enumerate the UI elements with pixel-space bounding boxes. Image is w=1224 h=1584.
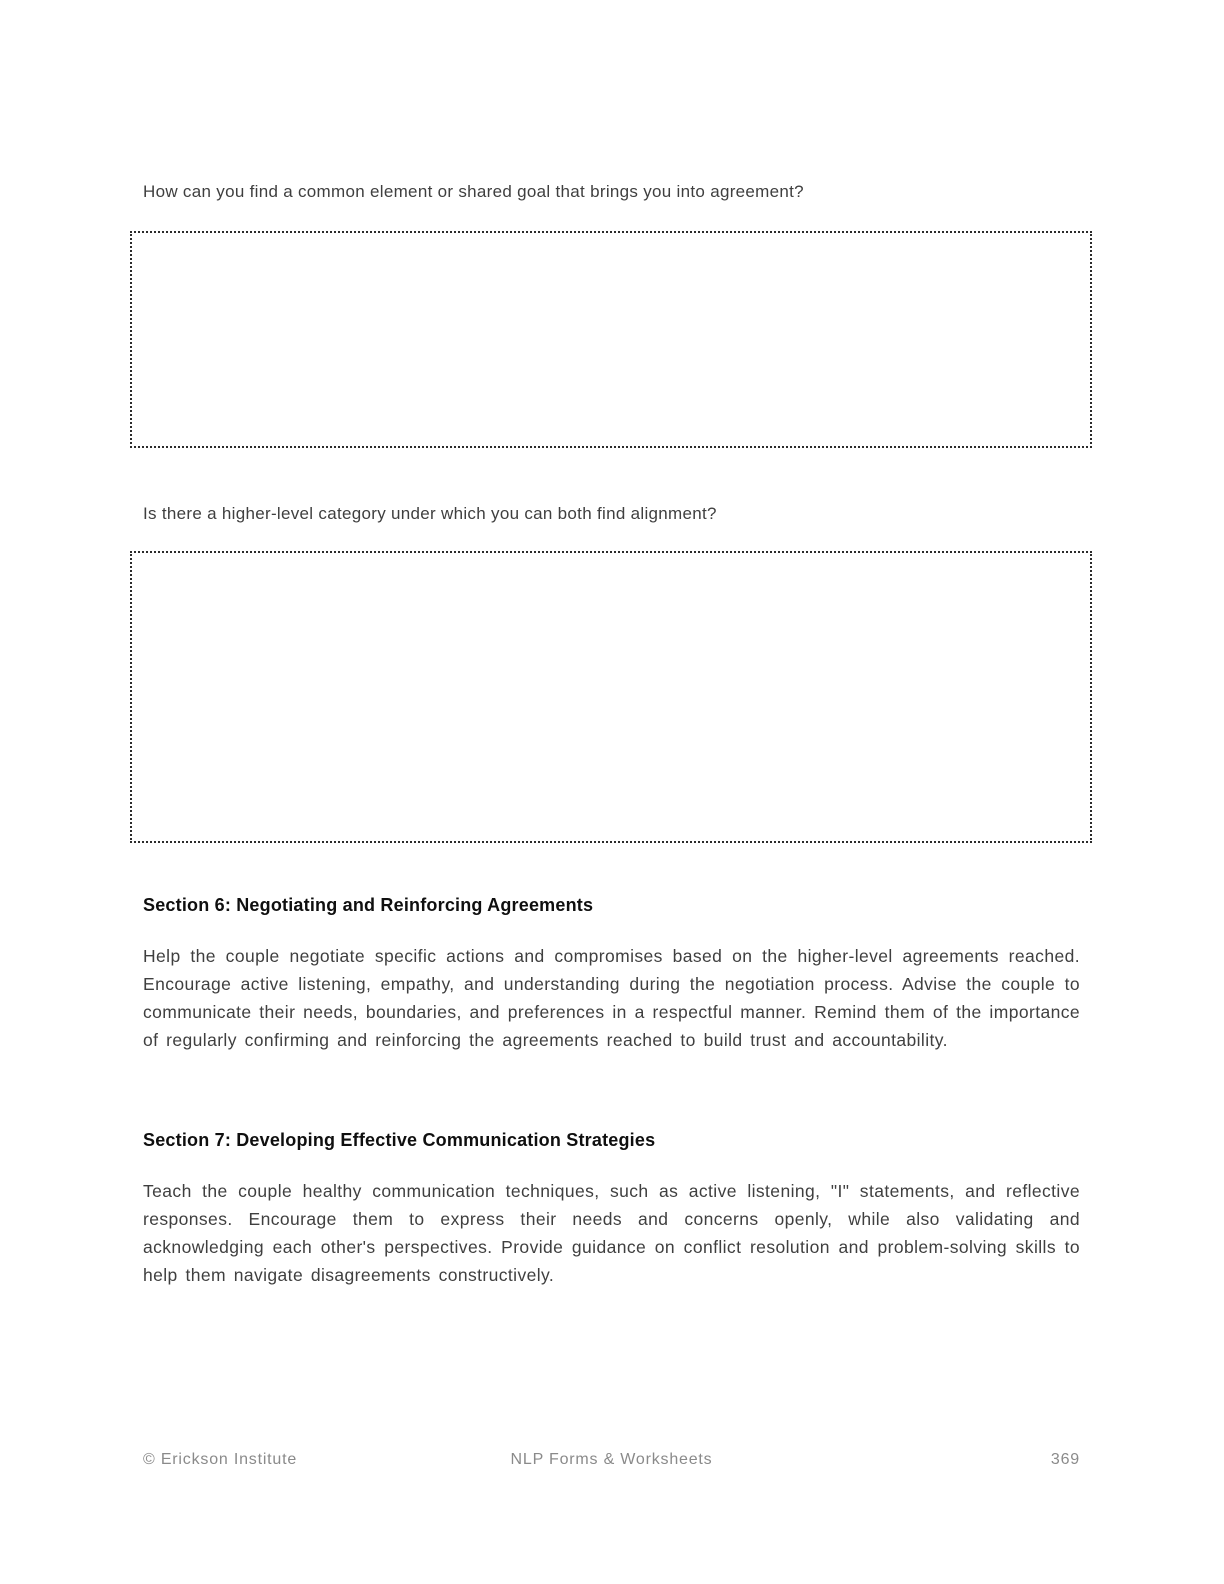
question-higher-level-category: Is there a higher-level category under which you can both find alignment? <box>143 504 717 523</box>
answer-box-common-element[interactable] <box>130 231 1092 448</box>
section-6-heading: Section 6: Negotiating and Reinforcing Agreements <box>143 895 594 915</box>
page-footer <box>143 1450 1080 1470</box>
answer-box-higher-level-category[interactable] <box>130 551 1092 843</box>
footer-copyright: © Erickson Institute <box>143 1451 298 1468</box>
page-content <box>143 0 1080 1289</box>
footer-document-title: NLP Forms & Worksheets <box>510 1451 713 1468</box>
footer-page-number: 369 <box>1050 1451 1080 1468</box>
section-7-body: Teach the couple healthy communication techniques, such as active listening, "I" statements, and reflective responses. Encourage them to express their needs and concerns openly, while also validating and acknowledging each other's perspectives. Provide guidance on conflict resolution and problem-solving skills to help them navigate disagreements constructively. <box>143 1181 1080 1285</box>
section-7-heading: Section 7: Developing Effective Communication Strategies <box>143 1130 656 1150</box>
question-common-element: How can you find a common element or shared goal that brings you into agreement? <box>143 182 804 201</box>
section-6-body: Help the couple negotiate specific actions and compromises based on the higher-level agreements reached. Encourage active listening, empathy, and understanding during the negotiation process. Advise the couple to communicate their needs, boundaries, and preferences in a respectful manner. Remind them of the importance of regularly confirming and reinforcing the agreements reached to build trust and accountability. <box>143 946 1080 1050</box>
